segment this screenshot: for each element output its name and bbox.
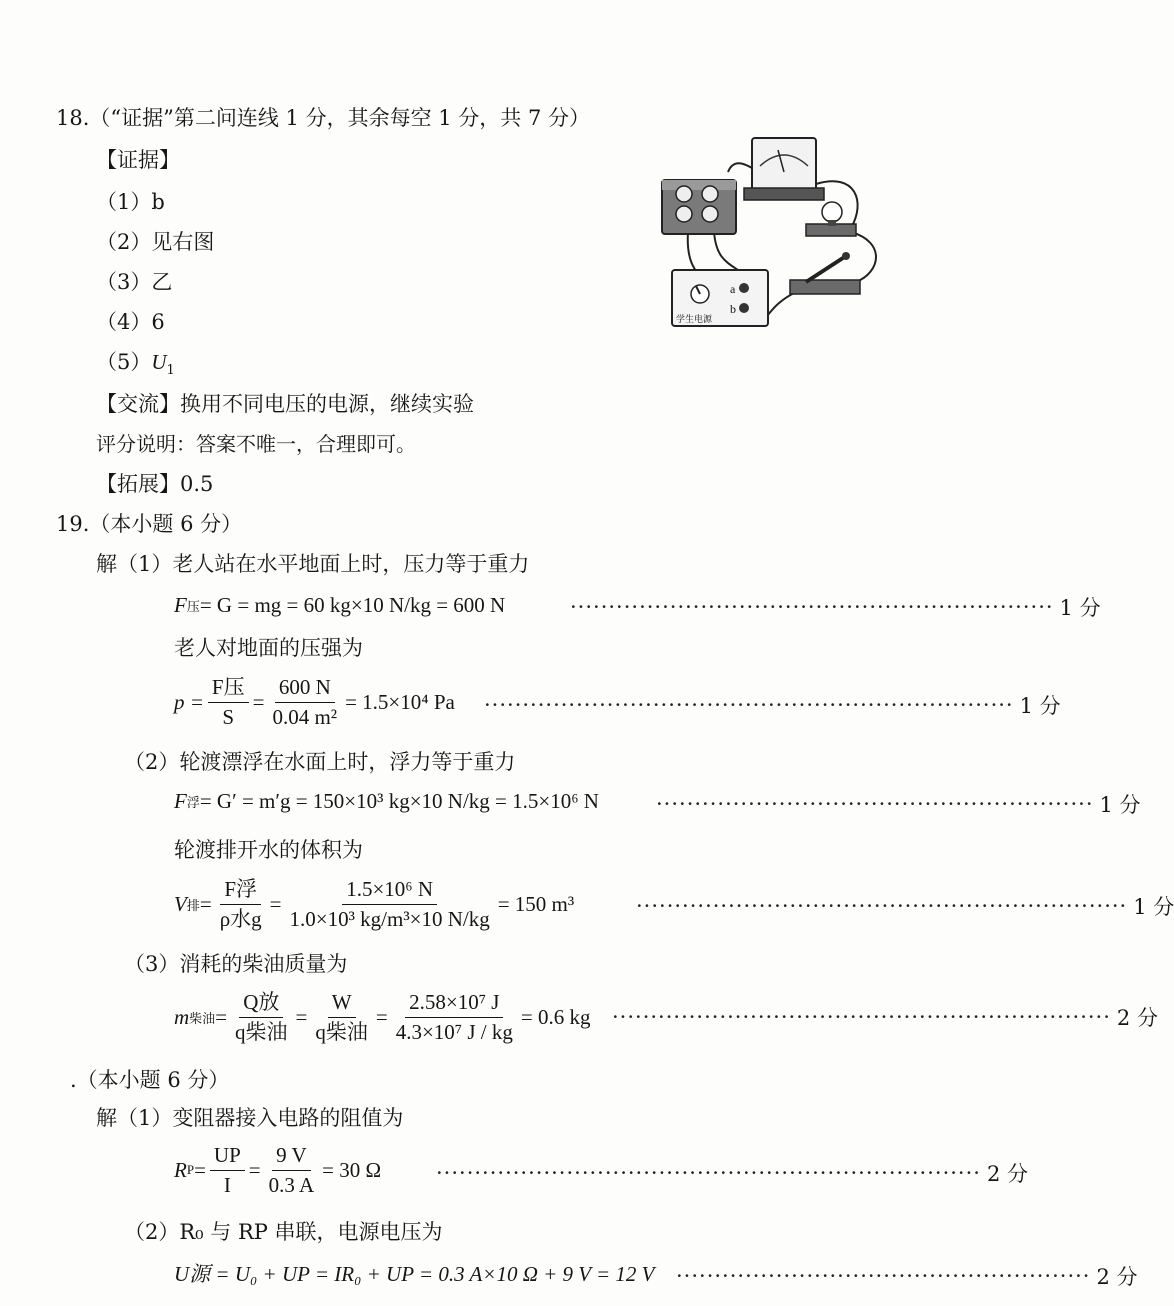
q19-step-1b: 老人对地面的压强为 <box>174 636 363 660</box>
light-bulb <box>806 202 856 236</box>
q19-step-2b: 轮渡排开水的体积为 <box>174 838 363 862</box>
q19-heading: 19.（本小题 6 分） <box>56 512 243 536</box>
voltmeter <box>744 138 824 200</box>
q19-score-4: ································································ 1 分 <box>636 894 1174 919</box>
knife-switch <box>790 252 860 294</box>
q18-answer-2: （2）见右图 <box>96 230 215 254</box>
q20-equation-2: U源 = U₀ + UP = IR₀ + UP = 0.3 A×10 Ω + 9 V = 12 V <box>174 1262 655 1286</box>
q20-score-1: ······································································· 2 分 <box>436 1161 1028 1186</box>
circuit-diagram <box>656 132 886 338</box>
q19-equation-2: p = $\frac{\text{F压}}{S}$ = $\frac{600 N}{\text{0.04 m²}}$ = 1.5×10⁴ Pa <box>174 675 455 729</box>
q18-evidence-tag: 【证据】 <box>96 148 180 172</box>
q19-equation-3: F 浮 = G′ = m′g = 150×10³ kg×10 N/kg = 1.5×10⁶ N <box>174 788 599 813</box>
q20-equation-1: R P = $\frac{UP}{I}$ = $\frac{9 V}{0.3 A}$ = 30 Ω <box>174 1143 382 1197</box>
q19-step-3: （3）消耗的柴油质量为 <box>124 952 348 976</box>
terminal-b-label: b <box>730 302 736 316</box>
q18-answer-5: $(5)U_1$ <box>96 350 175 379</box>
q19-score-2: ····································································· 1 分 <box>484 693 1061 718</box>
q18-answer-1: （1）b <box>96 190 165 214</box>
terminal-a-label: a <box>730 282 736 296</box>
q19-equation-4: V 排 = $\frac{\text{F浮}}{\text{ρ水g}}$ = $\frac{\text{1.5×10⁶ N}}{\text{1.0×10³ kg/m³×10 N/kg}}$ = 150 m³ <box>174 877 575 931</box>
q20-step-2: （2）R₀ 与 RP 串联，电源电压为 <box>124 1220 443 1244</box>
power-supply-label: 学生电源 <box>676 315 713 325</box>
q20-heading: .（本小题 6 分） <box>70 1068 230 1092</box>
student-power-supply <box>672 270 768 326</box>
q20-step-1: 解（1）变阻器接入电路的阻值为 <box>96 1106 404 1130</box>
q19-step-1: 解（1）老人站在水平地面上时，压力等于重力 <box>96 552 530 576</box>
q19-score-3: ························································· 1 分 <box>656 792 1141 817</box>
resistor-box <box>662 180 736 234</box>
q19-equation-5: m 柴油 = $\frac{\text{Q放}}{\text{q柴油}}$ = $\frac{W}{\text{q柴油}}$ = $\frac{\text{2.58×10⁷ J}}{\text{4.3×10⁷ J / kg}}$ = 0.6 kg <box>174 990 591 1044</box>
q19-step-2: （2）轮渡漂浮在水面上时，浮力等于重力 <box>124 750 516 774</box>
q18-scoring-note: 评分说明：答案不唯一，合理即可。 <box>96 432 416 456</box>
q18-extend: 【拓展】0.5 <box>96 472 214 496</box>
q19-score-1: ······························································· 1 分 <box>570 595 1101 620</box>
q19-score-5: ································································· 2 分 <box>612 1005 1158 1030</box>
q18-heading: 18.（“证据”第二问连线 1 分，其余每空 1 分，共 7 分） <box>56 106 591 130</box>
q18-answer-3: （3）乙 <box>96 270 173 294</box>
q20-score-2: ······················································ 2 分 <box>676 1264 1138 1289</box>
q19-equation-1: F 压 = G = mg = 60 kg×10 N/kg = 600 N <box>174 592 506 617</box>
q18-exchange: 【交流】换用不同电压的电源，继续实验 <box>96 392 474 416</box>
q18-answer-4: （4）6 <box>96 310 165 334</box>
